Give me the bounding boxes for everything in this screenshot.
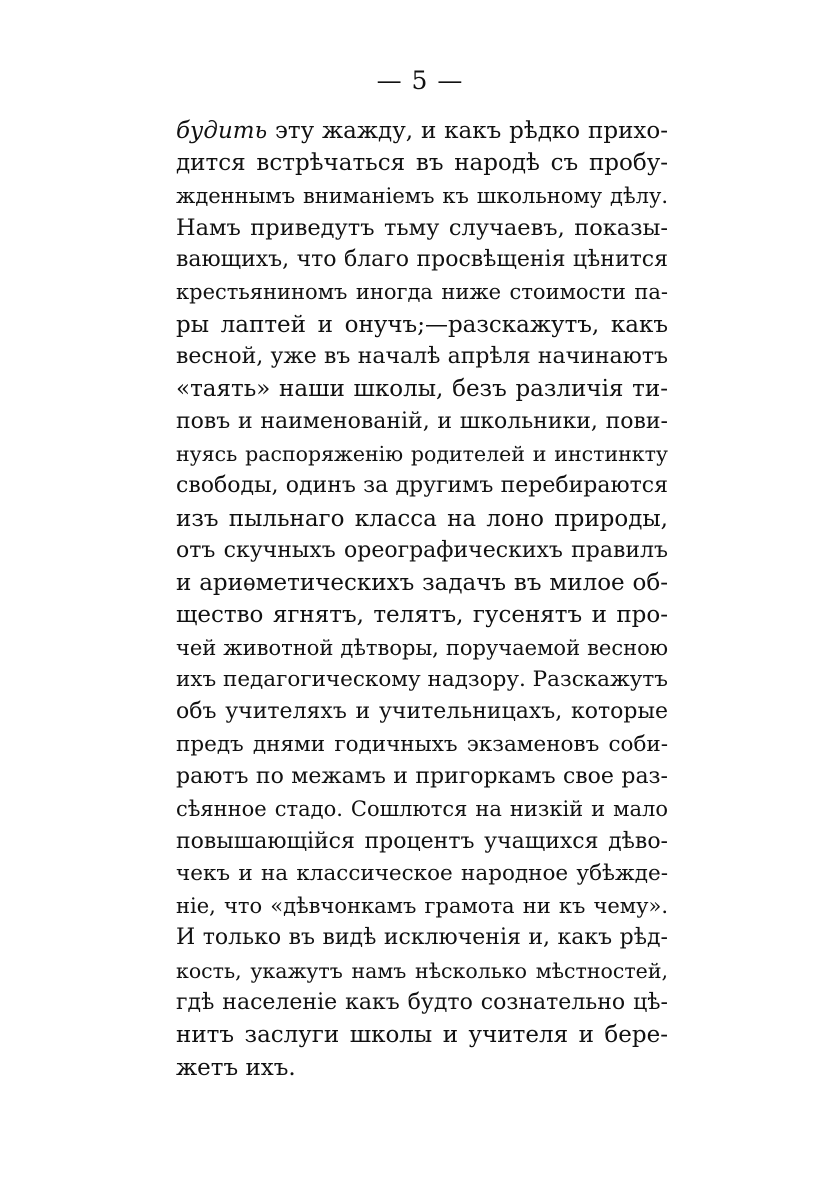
text-line	[176, 115, 668, 147]
text-line	[176, 276, 668, 308]
text-line	[176, 470, 668, 502]
text-line	[176, 987, 668, 1019]
line-text: объ учителяхъ и учительницахъ, которые	[176, 699, 668, 725]
text-line	[176, 180, 668, 212]
line-text: крестьяниномъ иногда ниже стоимости па-	[176, 280, 668, 305]
text-line	[176, 309, 668, 341]
line-text: раютъ по межамъ и пригоркамъ свое раз-	[176, 763, 668, 789]
line-text: жетъ ихъ.	[176, 1054, 296, 1081]
text-line	[176, 761, 668, 793]
text-line	[176, 599, 668, 631]
text-line	[176, 503, 668, 535]
text-line	[176, 890, 668, 922]
line-text: эту жажду, и какъ рѣдко прихо-	[267, 118, 668, 144]
text-line	[176, 729, 668, 761]
text-line	[176, 406, 668, 438]
text-line	[176, 438, 668, 470]
line-text: «таять» наши школы, безъ различія ти-	[176, 376, 668, 403]
line-text: гдѣ населеніе какъ будто сознательно цѣ-	[176, 990, 668, 1016]
text-line	[176, 826, 668, 858]
line-text: повъ и наименованій, и школьники, пови-	[176, 408, 668, 434]
line-text: дится встрѣчаться въ народѣ съ пробу-	[176, 150, 668, 177]
line-text: сѣянное стадо. Сошлются на низкій и мало	[176, 797, 668, 822]
line-text: Намъ приведутъ тьму случаевъ, показы-	[176, 214, 668, 241]
text-line	[176, 244, 668, 276]
text-line	[176, 858, 668, 890]
line-text: щество ягнятъ, телятъ, гусенятъ и про-	[176, 602, 668, 629]
text-line	[176, 632, 668, 664]
line-text: и ариѳметическихъ задачъ въ милое об-	[176, 570, 668, 597]
text-line	[176, 1052, 668, 1084]
line-text: предъ днями годичныхъ экзаменовъ соби-	[176, 731, 668, 757]
text-line	[176, 212, 668, 244]
line-text: свободы, одинъ за другимъ перебираются	[176, 473, 668, 499]
line-text: повышающійся процентъ учащихся дѣво-	[176, 828, 668, 854]
line-text: отъ скучныхъ ореографическихъ правилъ	[176, 537, 668, 563]
line-text: нитъ заслуги школы и учителя и бере-	[176, 1022, 668, 1049]
line-text: ры лаптей и онучъ;—разскажутъ, какъ	[176, 311, 668, 338]
italic-word: будить	[176, 118, 268, 144]
line-text: ніе, что «дѣвчонкамъ грамота ни къ чему».	[176, 894, 668, 919]
line-text: жденнымъ вниманіемъ къ школьному дѣлу.	[176, 183, 668, 208]
text-line	[176, 567, 668, 599]
line-text: чей животной дѣтворы, поручаемой весною	[176, 635, 668, 660]
page-number: — 5 —	[376, 66, 464, 95]
text-line	[176, 1019, 668, 1051]
text-line	[176, 535, 668, 567]
line-text: кость, укажутъ намъ нѣсколько мѣстностей,	[176, 958, 668, 983]
line-text: вающихъ, что благо просвѣщенія цѣнится	[176, 247, 668, 273]
text-line	[176, 664, 668, 696]
body-text	[176, 115, 668, 1084]
line-text: весной, уже въ началѣ апрѣля начинаютъ	[176, 344, 668, 370]
line-text: изъ пыльнаго класса на лоно природы,	[176, 505, 668, 532]
line-text: И только въ видѣ исключенія и, какъ рѣд-	[176, 925, 668, 951]
text-line	[176, 793, 668, 825]
text-line	[176, 373, 668, 405]
text-line	[176, 696, 668, 728]
line-text: ихъ педагогическому надзору. Разскажутъ	[176, 667, 668, 693]
line-text: нуясь распоряженію родителей и инстинкту	[176, 441, 668, 466]
text-line	[176, 922, 668, 954]
text-line	[176, 955, 668, 987]
text-line	[176, 341, 668, 373]
line-text: чекъ и на классическое народное убѣжде-	[176, 860, 668, 886]
text-line	[176, 147, 668, 179]
